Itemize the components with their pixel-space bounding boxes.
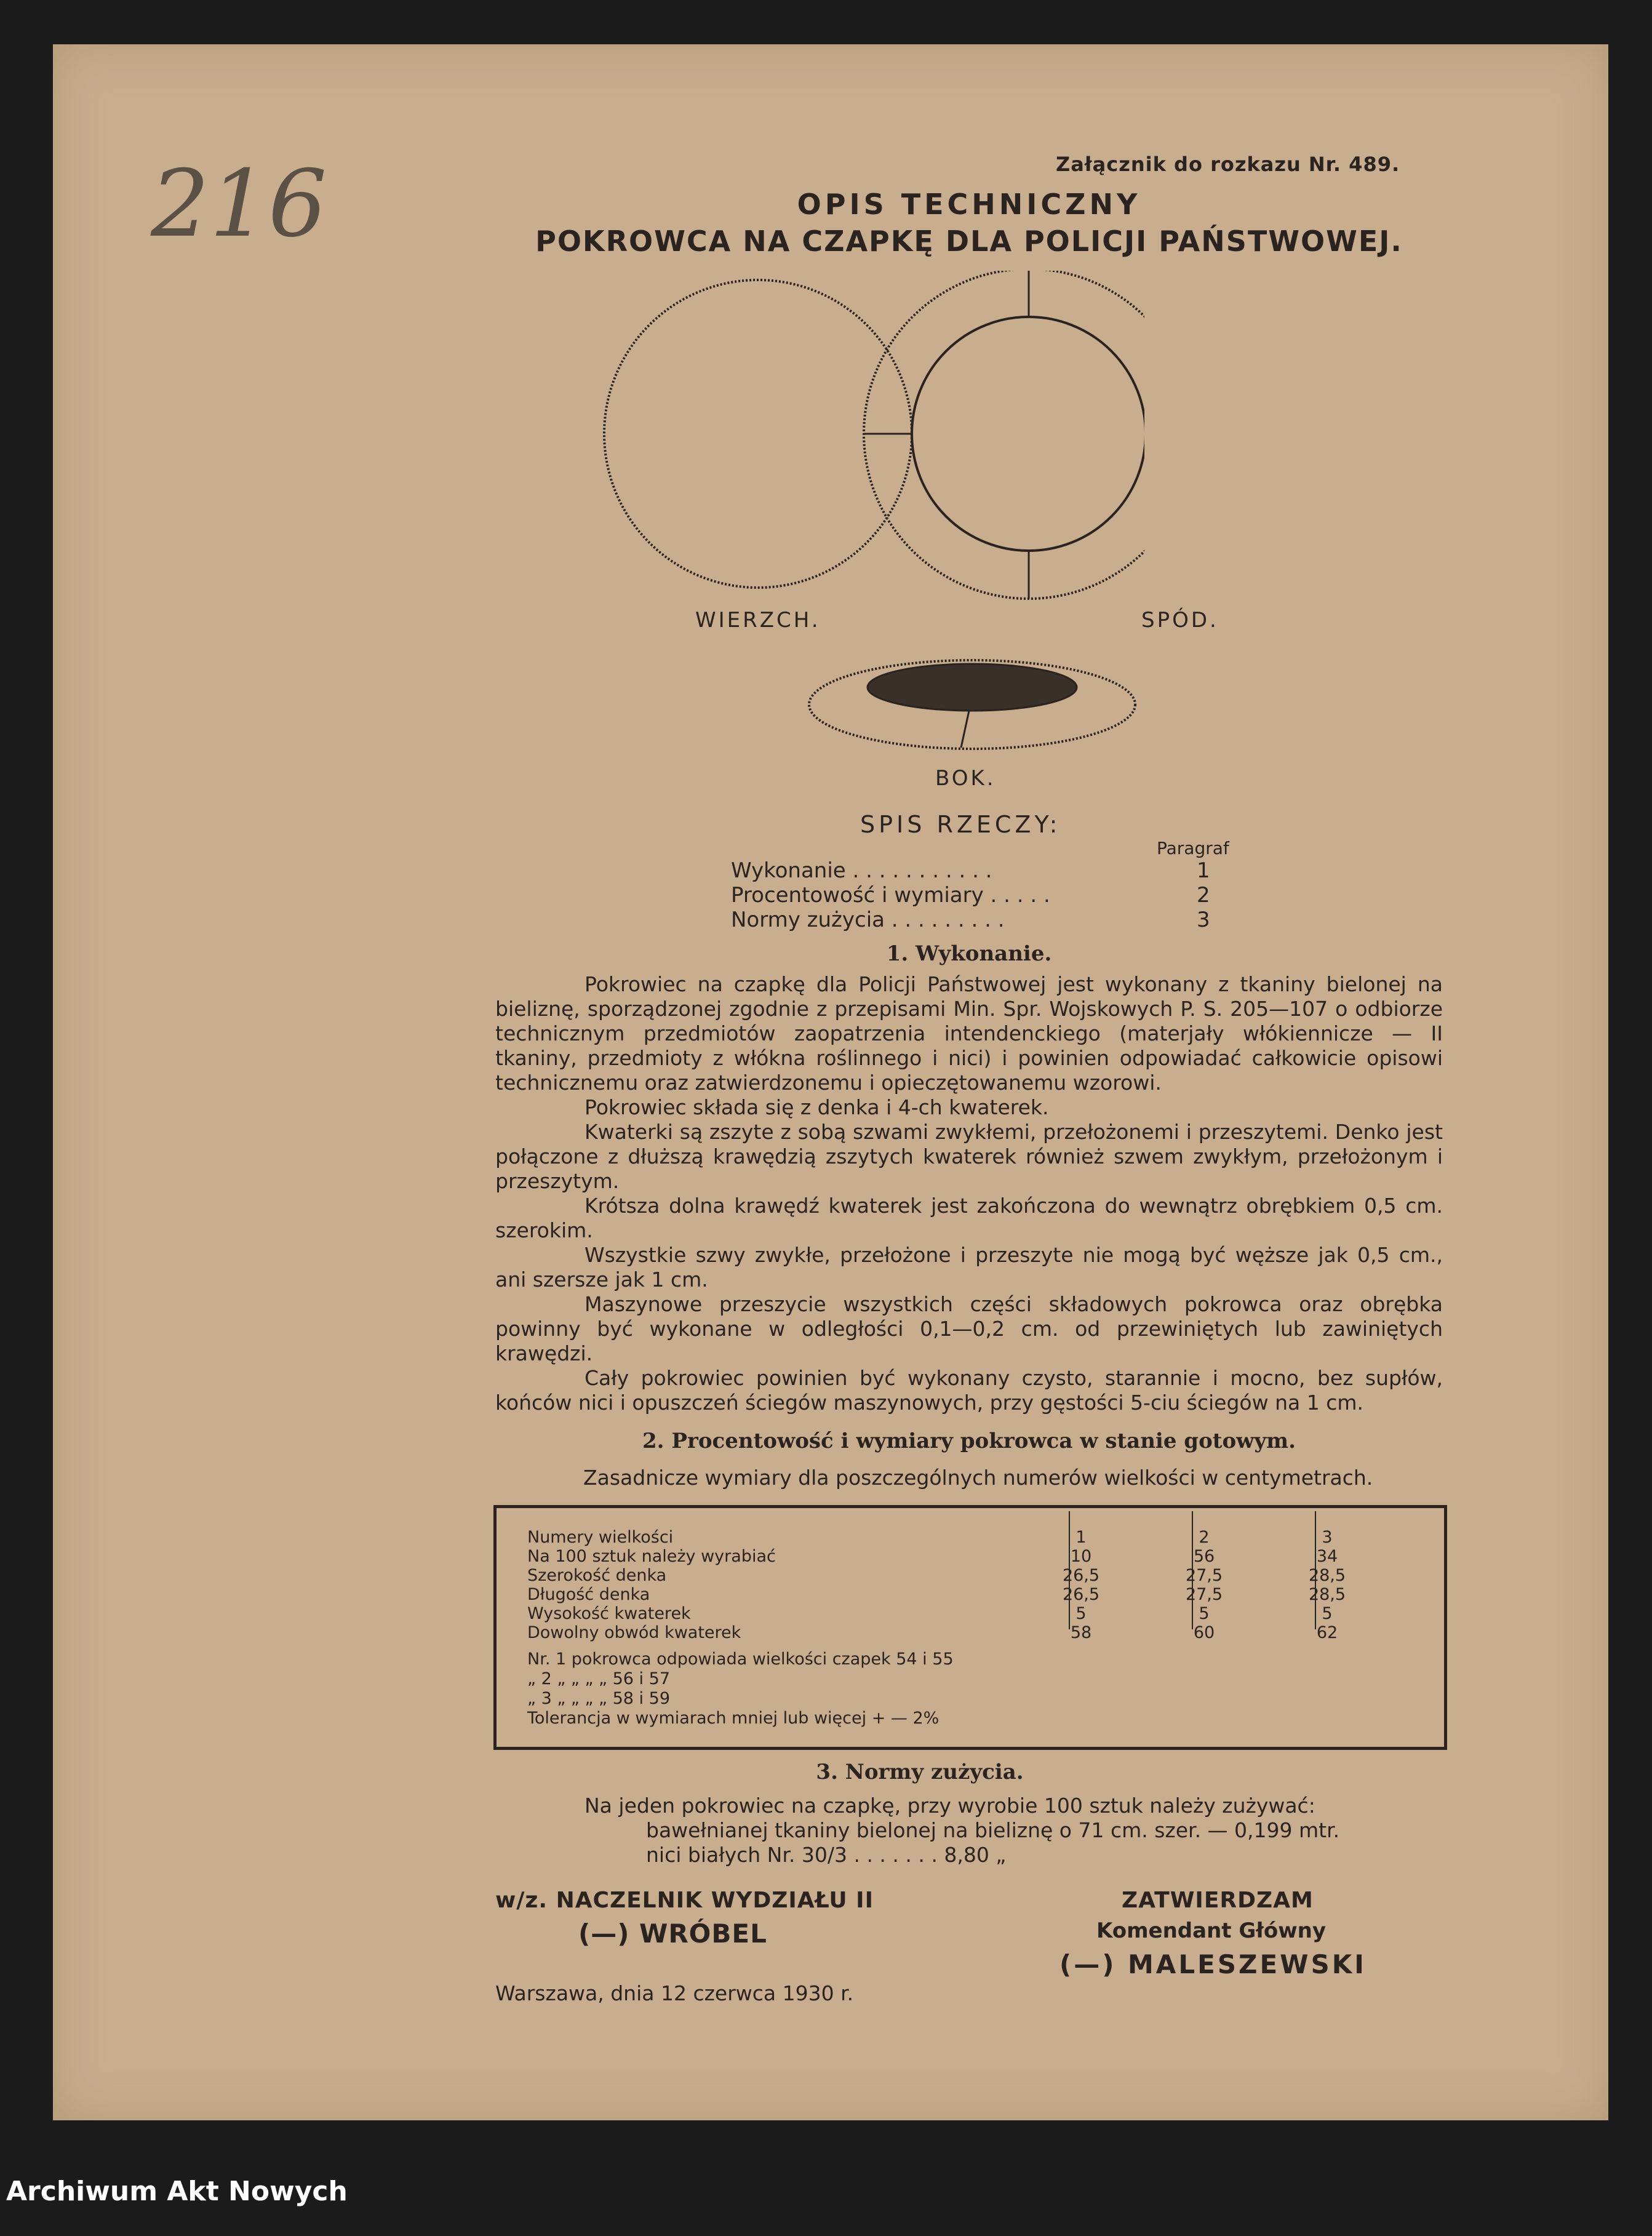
fit-note: Nr. 1 pokrowca odpowiada wielkości czapek 54 i 55	[527, 1650, 954, 1669]
section-3-title: 3. Normy zużycia.	[816, 1760, 1024, 1784]
title-line-2: POKROWCA NA CZAPKĘ DLA POLICJI PAŃSTWOWEJ.	[535, 225, 1403, 258]
paragraph: Maszynowe przeszycie wszystkich części składowych pokrowca oraz obrębka powinny być wykonane w odległości 0,1—0,2 cm. od przewiniętych lub zawiniętych krawędzi.	[495, 1292, 1443, 1365]
title-line-1: OPIS TECHNICZNY	[797, 188, 1141, 221]
signature-right-role: Komendant Główny	[1096, 1919, 1327, 1943]
paragraph: Wszystkie szwy zwykłe, przełożone i przeszyte nie mogą być węższe jak 0,5 cm., ani szersze jak 1 cm.	[495, 1243, 1443, 1292]
bottom-view-inner	[912, 317, 1144, 551]
table-row: Długość denka 26,5 27,5 28,5	[527, 1585, 1346, 1604]
paragraph: Cały pokrowiec powinien być wykonany czysto, starannie i mocno, bez supłów, końców nici i opuszczeń ściegów maszynowych, przy gęstości 5-ciu ściegów na 1 cm.	[495, 1366, 1443, 1415]
signature-right-title: ZATWIERDZAM	[1122, 1888, 1314, 1913]
table-row: Dowolny obwód kwaterek 58 60 62	[527, 1623, 1338, 1642]
section-1-body	[495, 972, 1443, 1415]
paragraph: Pokrowiec na czapkę dla Policji Państwowej jest wykonany z tkaniny bielonej na bieliznę, sporządzonej zgodnie z przepisami Min. Spr. Wojskowych P. S. 205—107 o odbiorze technicznym przedmiotów zaopatrzenia intendenckiego (materjały włókiennicze — II tkaniny, przedmioty z włókna roślinnego i nici) i powinien odpowiadać całkowicie opisowi technicznemu oraz zatwierdzonemu i opieczętowanemu wzorowi.	[495, 972, 1443, 1095]
date-line: Warszawa, dnia 12 czerwca 1930 r.	[495, 1981, 854, 2005]
toc-item: Wykonanie . . . . . . . . . . . 1	[731, 858, 1210, 883]
section-2-subtitle: Zasadnicze wymiary dla poszczególnych numerów wielkości w centymetrach.	[583, 1466, 1373, 1490]
norm-line: bawełnianej tkaniny bielonej na bieliznę o 71 cm. szer. — 0,199 mtr.	[646, 1818, 1340, 1842]
archive-banner: Archiwum Akt Nowych	[6, 2176, 348, 2207]
toc-item: Procentowość i wymiary . . . . . 2	[731, 883, 1210, 908]
norm-line: Na jeden pokrowiec na czapkę, przy wyrobie 100 sztuk należy zużywać:	[585, 1794, 1315, 1818]
toc-title: SPIS RZECZY:	[860, 811, 1061, 838]
signature-right-name: (—) MALESZEWSKI	[1059, 1949, 1367, 1979]
label-top-view: WIERZCH.	[695, 608, 821, 633]
fit-note: „ 2 „ „ „ „ 56 i 57	[527, 1669, 670, 1688]
toc-header: Paragraf	[1157, 838, 1229, 858]
section-2-title: 2. Procentowość i wymiary pokrowca w stanie gotowym.	[642, 1429, 1296, 1453]
section-3-body	[585, 1794, 1339, 1867]
tolerance-note: Tolerancja w wymiarach mniej lub więcej + — 2%	[527, 1709, 940, 1728]
handwritten-number: 216	[151, 151, 327, 258]
attachment-note: Załącznik do rozkazu Nr. 489.	[1056, 153, 1400, 176]
label-bottom-view: SPÓD.	[1141, 608, 1219, 633]
paragraph: Krótsza dolna krawędź kwaterek jest zakończona do wewnątrz obrębkiem 0,5 cm. szerokim.	[495, 1194, 1443, 1242]
fit-note: „ 3 „ „ „ „ 58 i 59	[527, 1689, 670, 1708]
table-row: Wysokość kwaterek 5 5 5	[527, 1604, 1333, 1623]
table-row: Na 100 sztuk należy wyrabiać 10 56 34	[527, 1547, 1338, 1566]
table-row: Numery wielkości 1 2 3	[527, 1528, 1333, 1547]
signature-left-title: w/z. NACZELNIK WYDZIAŁU II	[495, 1888, 874, 1913]
dimensions-table	[493, 1505, 1447, 1750]
label-side-view: BOK.	[935, 766, 996, 791]
toc-item: Normy zużycia . . . . . . . . . 3	[731, 908, 1210, 932]
side-view-diagram	[800, 649, 1144, 760]
paragraph: Pokrowiec składa się z denka i 4-ch kwaterek.	[585, 1095, 1049, 1119]
norm-line: nici białych Nr. 30/3 . . . . . . . 8,80 „	[646, 1843, 1007, 1867]
signature-left-name: (—) WRÓBEL	[578, 1919, 767, 1949]
section-1-title: 1. Wykonanie.	[886, 941, 1052, 966]
paragraph: Kwaterki są zszyte z sobą szwami zwykłemi, przełożonemi i przeszytemi. Denko jest połączone z dłuższą krawędzią zszytych kwaterek również szwem zwykłym, przełożonym i przeszytym.	[495, 1120, 1443, 1193]
table-row: Szerokość denka 26,5 27,5 28,5	[527, 1566, 1346, 1585]
